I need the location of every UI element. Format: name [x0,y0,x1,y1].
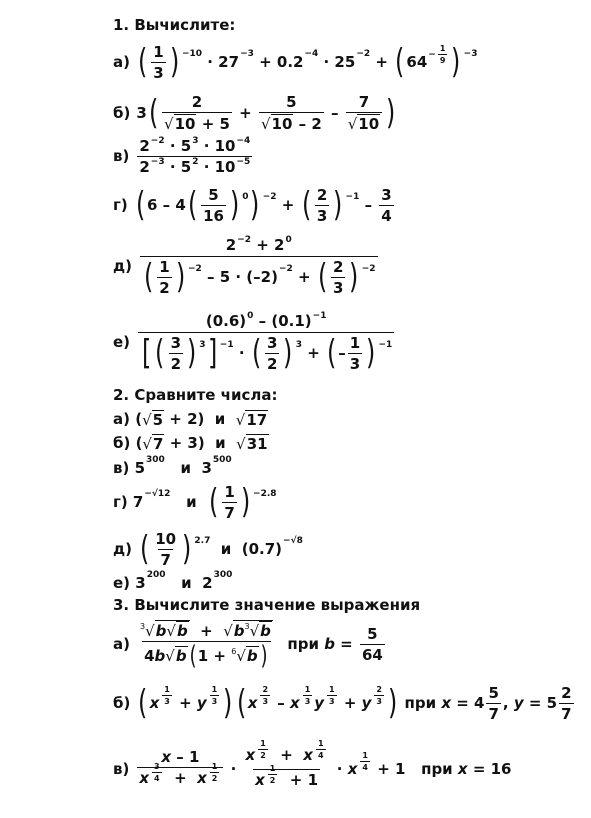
problem-2v: в) 5 300 и 3 500 [113,455,232,477]
section-2-title: 2. Сравните числа: [113,386,278,404]
problem-2g: г) 7 −√12 и ( $\frac{1}{7}$ ) −2.8 [113,482,277,522]
problem-1a-label: а) [113,53,130,71]
problem-2v-label: в) [113,459,130,477]
problem-3b: б) ( x $\frac{1}{3}$ + y $\frac{1}{3}$ ) ( x $\frac{2}{3}$ – x $\frac{1}{3}$ y $\frac{1}{3}$ + y $\frac{2}{3}$ ) при x = 4 $\frac{5}{7}$ , y = 5 $\frac{2}{7}$ [113,683,572,723]
problem-3v: в) x – 1 x $^{\frac{3}{4}}$ + x $^{\frac{1}{2}}$ · x $^{\frac{1}{2}}$ + x $^{\frac{1}{4}}$ x $^{\frac{1}{2}}$ + 1 · x $\frac{1}{4}$ + 1 при x = 16 [113,738,512,800]
problem-2a: а) ( √ 5 + 2) и √ 17 [113,410,268,429]
problem-2g-label: г) [113,493,128,511]
problem-1a: а) ( $\frac{1}{3}$ ) −10 · 27 −3 + 0.2 −4 · 25 −2 + ( 64 − $\frac{1}{9}$ ) −3 [113,42,478,82]
problem-1d: д) $2^{-2} + 2^0$ ( $\frac{1}{2}$ ) −2 – 5 · (–2) −2 + ( $\frac{2}{3}$ ) −2 [113,234,376,297]
problem-1v: в) $\frac{2^{-2} \cdot 5^3 \cdot 10^{-4}}{2^{-3} \cdot 5^2 \cdot 10^{-5}}$ [113,135,251,176]
problem-1e: е) $(0.6)^0 - (0.1)^{-1}$ [ ( $\frac{3}{2}$ ) 3 ] −1 · ( $\frac{3}{2}$ ) 3 + ( – $\frac{1}{3}$ ) −1 [113,310,393,373]
problem-2d-label: д) [113,540,132,558]
section-1-title: 1. Вычислите: [113,16,236,34]
problem-3b-label: б) [113,694,131,712]
problem-1b: б) 3 ( 2 √ 10 + 5 + 5 √ 10 – 2 – 7 √ 10 ) [113,93,396,133]
problem-1g-label: г) [113,196,128,214]
problem-1g: г) ( 6 – 4 ( $\frac{5}{16}$ ) 0 ) −2 + ( $\frac{2}{3}$ ) −1 – $\frac{3}{4}$ [113,185,392,225]
problem-3a: а) $^3$√ b √ b + √ b $^3$√ b 4 b √ b ( 1 + $^6$√ b ) при b = $\frac{5}{64}$ [113,621,383,671]
problem-1b-label: б) [113,104,131,122]
problem-3a-label: а) [113,635,130,653]
problem-2a-label: а) [113,410,130,428]
problem-2b-label: б) [113,434,131,452]
problem-1v-label: в) [113,147,130,165]
problem-1e-label: е) [113,333,131,351]
section-3-title: 3. Вычислите значение выражения [113,596,421,614]
problem-2d: д) ( $\frac{10}{7}$ ) 2.7 и (0.7) −√8 [113,529,303,569]
problem-3v-label: в) [113,760,130,778]
problem-2e: е) 3 200 и 2 300 [113,570,233,592]
problem-2e-label: е) [113,574,131,592]
problem-2b: б) ( √ 7 + 3) и √ 31 [113,434,268,453]
problem-1d-label: д) [113,257,132,275]
